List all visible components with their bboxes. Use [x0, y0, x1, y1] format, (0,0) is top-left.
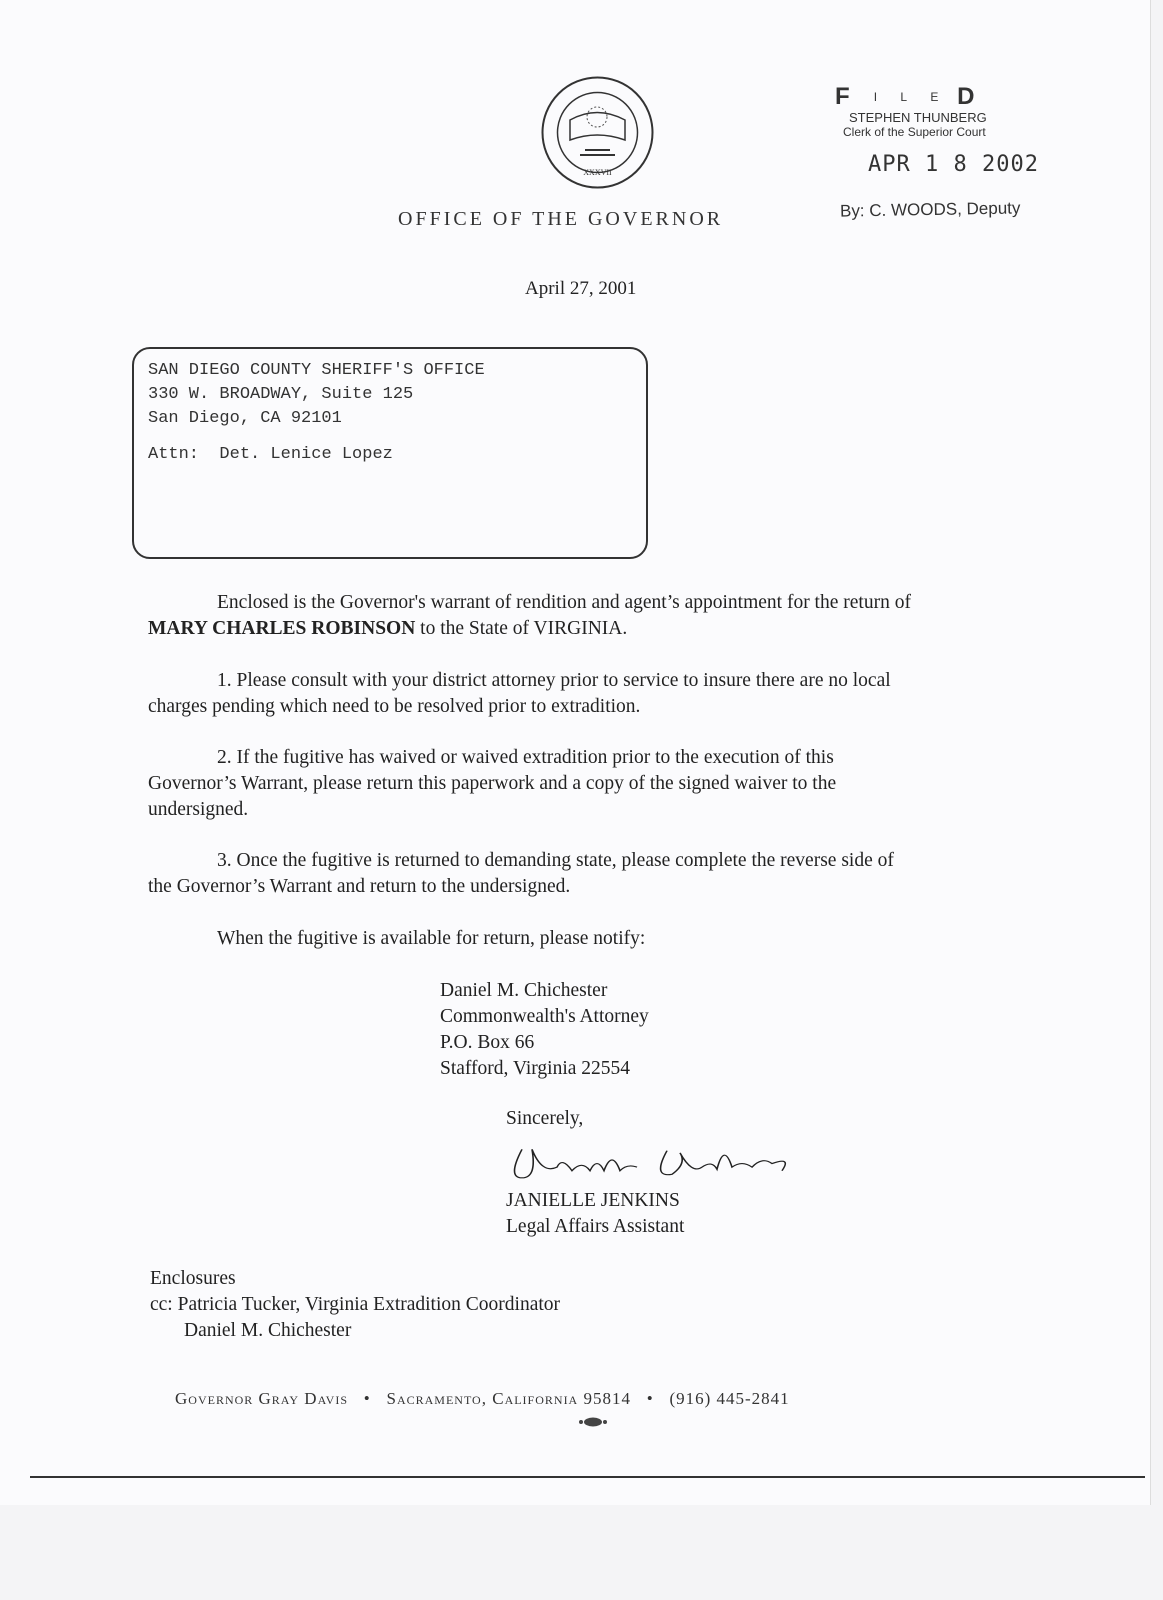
address-line: San Diego, CA 92101	[148, 409, 342, 428]
contact-city: Stafford, Virginia 22554	[440, 1058, 631, 1079]
enclosures-label: Enclosures	[150, 1268, 236, 1289]
footer-rule	[30, 1476, 1145, 1478]
intro-line: to the State of VIRGINIA.	[415, 618, 628, 639]
item-1: 1. Please consult with your district attorney prior to service to insure there are no local	[217, 670, 891, 691]
filed-date: APR 1 8 2002	[868, 152, 1039, 177]
stamp-letter: D	[957, 83, 977, 110]
clerk-title: Clerk of the Superior Court	[843, 125, 986, 139]
filed-by: By: C. WOODS, Deputy	[839, 198, 1021, 221]
signer-name: JANIELLE JENKINS	[506, 1190, 680, 1211]
address-line: SAN DIEGO COUNTY SHERIFF'S OFFICE	[148, 361, 485, 380]
attn-label: Attn:	[148, 445, 200, 464]
item-3: 3. Once the fugitive is returned to demanding state, please complete the reverse side of	[217, 850, 894, 871]
item-3: the Governor’s Warrant and return to the undersigned.	[148, 876, 571, 897]
attn-name: Det. Lenice Lopez	[219, 445, 393, 464]
item-2: undersigned.	[148, 799, 249, 820]
footer-separator: •	[363, 1389, 371, 1408]
stamp-letter: L	[900, 90, 908, 104]
footer-phone: (916) 445-2841	[669, 1389, 790, 1408]
fugitive-name: MARY CHARLES ROBINSON	[148, 618, 416, 639]
address-block	[132, 347, 648, 559]
svg-text:XXXVII: XXXVII	[583, 168, 612, 177]
stamp-letter: E	[930, 90, 939, 104]
contact-block	[440, 978, 649, 1082]
notify-line: When the fugitive is available for return, please notify:	[217, 928, 646, 949]
stamp-letter: F	[835, 83, 852, 110]
contact-box: P.O. Box 66	[440, 1032, 535, 1053]
handwritten-signature	[502, 1135, 812, 1185]
item-2: Governor’s Warrant, please return this paperwork and a copy of the signed waiver to the	[148, 773, 837, 794]
filed-stamp	[835, 84, 987, 139]
cc-line: Daniel M. Chichester	[184, 1320, 352, 1341]
stamp-letter: I	[873, 90, 878, 104]
footer-governor: Governor Gray Davis	[175, 1389, 349, 1408]
contact-title: Commonwealth's Attorney	[440, 1006, 649, 1027]
letterhead-title: OFFICE OF THE GOVERNOR	[398, 208, 724, 230]
ornament-icon	[578, 1416, 608, 1428]
contact-name: Daniel M. Chichester	[440, 980, 608, 1001]
footer-separator: •	[646, 1389, 654, 1408]
clerk-name: STEPHEN THUNBERG	[849, 110, 987, 125]
letterhead-footer	[175, 1388, 790, 1410]
footer-address: Sacramento, California 95814	[386, 1389, 631, 1408]
intro-line: Enclosed is the Governor's warrant of rendition and agent’s appointment for the return of	[217, 592, 911, 613]
item-1: charges pending which need to be resolved prior to extradition.	[148, 696, 641, 717]
item-2: 2. If the fugitive has waived or waived extradition prior to the execution of this	[217, 747, 834, 768]
california-seal-logo	[540, 75, 655, 190]
address-line: 330 W. BROADWAY, Suite 125	[148, 385, 414, 404]
salutation: Sincerely,	[506, 1108, 584, 1129]
cc-line: cc: Patricia Tucker, Virginia Extradition Coordinator	[150, 1294, 561, 1315]
letter-date: April 27, 2001	[525, 278, 637, 299]
signer-title: Legal Affairs Assistant	[506, 1216, 685, 1237]
